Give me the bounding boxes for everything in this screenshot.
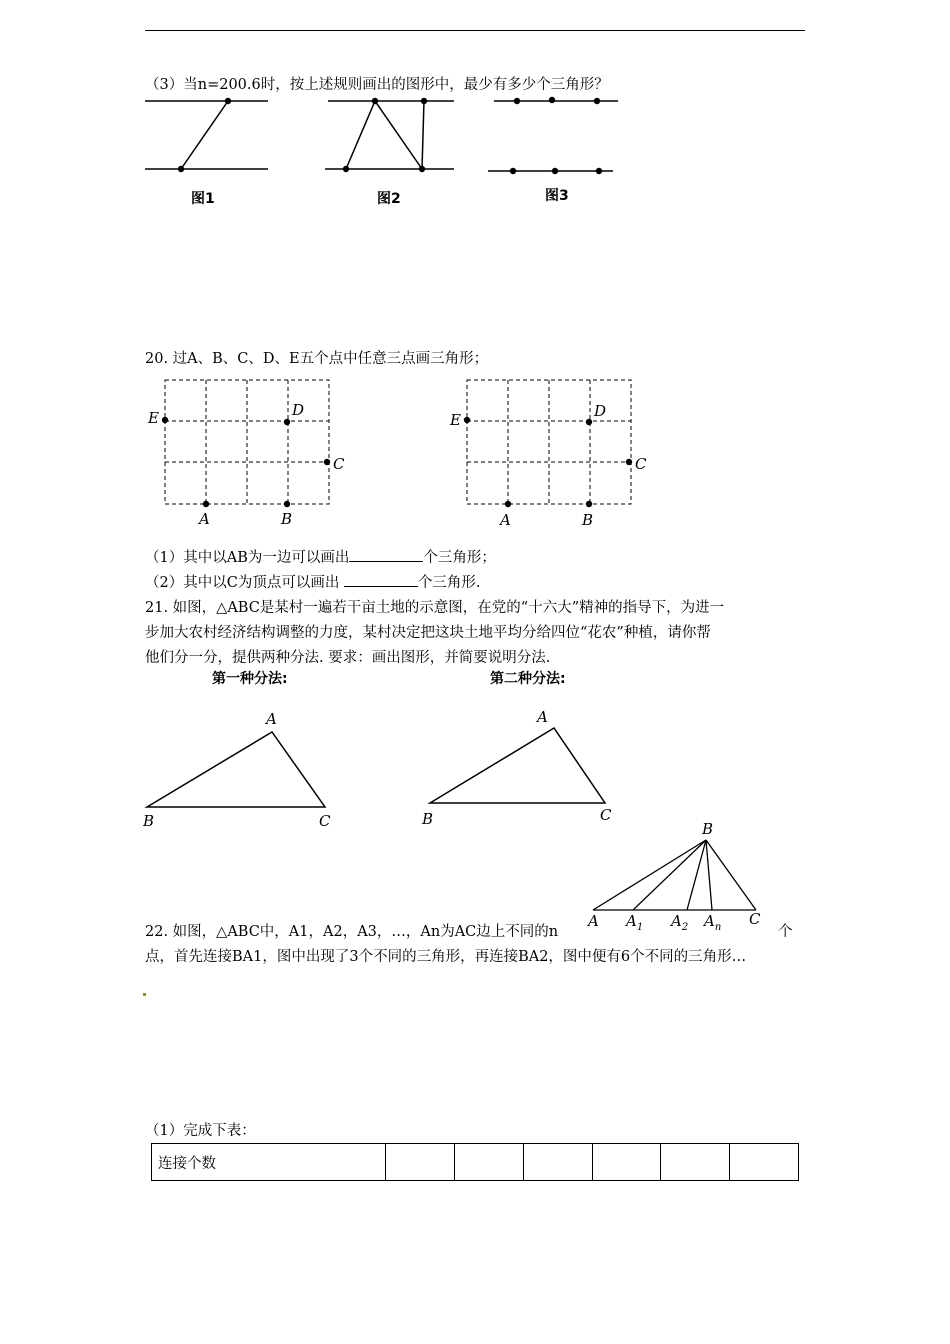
q21-line1: 21. 如图，△ABC是某村一遍若干亩土地的示意图，在党的“十六大”精神的指导下，为进一 bbox=[145, 600, 725, 616]
fig2-dot bbox=[343, 166, 349, 172]
q20-part2-after: 个三角形. bbox=[417, 575, 481, 591]
tri1-label-A: A bbox=[266, 710, 277, 728]
tri1-label-C: C bbox=[319, 812, 331, 830]
q22-label-A2 bbox=[671, 912, 688, 933]
fig2-dot bbox=[372, 98, 378, 104]
table-row bbox=[152, 1144, 799, 1181]
grid-left bbox=[165, 380, 329, 504]
caption-figure-3: 图3 bbox=[545, 188, 569, 204]
q22-line1: 22. 如图，△ABC中，A1，A2，A3，…，An为AC边上不同的n bbox=[145, 924, 559, 940]
answer-blank-1[interactable] bbox=[349, 547, 423, 562]
tri2-label-B: B bbox=[422, 810, 434, 828]
label-C-right: C bbox=[635, 455, 647, 473]
point-D-right bbox=[586, 419, 592, 425]
answer-blank-2[interactable] bbox=[344, 572, 418, 587]
point-C-left bbox=[324, 459, 330, 465]
table-cell[interactable] bbox=[523, 1144, 592, 1181]
label-B-left: B bbox=[281, 510, 293, 528]
q20-part2-before: （2）其中以C为顶点可以画出 bbox=[145, 575, 344, 591]
point-A-right bbox=[505, 501, 511, 507]
table-cell[interactable] bbox=[730, 1144, 799, 1181]
q20-grid-figures bbox=[0, 370, 950, 530]
q20-part1 bbox=[145, 547, 496, 569]
fig2-dot bbox=[421, 98, 427, 104]
q22-label-A2-main: A bbox=[671, 912, 682, 930]
label-C-left: C bbox=[333, 455, 345, 473]
point-B-left bbox=[284, 501, 290, 507]
fig3-dot bbox=[514, 98, 520, 104]
q22-part1: （1）完成下表： bbox=[145, 1123, 256, 1139]
q22-label-A1 bbox=[626, 912, 643, 933]
point-E-left bbox=[162, 417, 168, 423]
fig3-dot bbox=[552, 168, 558, 174]
tri1-label-B: B bbox=[143, 812, 155, 830]
fig3-dot bbox=[510, 168, 516, 174]
q22-triangle-figure bbox=[593, 840, 756, 910]
table-header-cell: 连接个数 bbox=[152, 1144, 386, 1181]
table-cell[interactable] bbox=[592, 1144, 661, 1181]
q22-label-An-sub: n bbox=[714, 922, 722, 933]
point-A-left bbox=[203, 501, 209, 507]
q20-part1-after: 个三角形； bbox=[423, 550, 496, 566]
method-2-heading: 第二种分法: bbox=[490, 671, 566, 687]
table-cell[interactable] bbox=[386, 1144, 455, 1181]
q22-label-An bbox=[704, 912, 721, 933]
label-E-right: E bbox=[450, 411, 461, 429]
figure-3 bbox=[488, 101, 618, 171]
q22-label-An-main: A bbox=[704, 912, 715, 930]
fig1-dot bbox=[178, 166, 184, 172]
q20-stem: 20. 过A、B、C、D、E五个点中任意三点画三角形； bbox=[145, 351, 489, 367]
q20-part1-before: （1）其中以AB为一边可以画出 bbox=[145, 550, 350, 566]
q22-label-A1-sub: 1 bbox=[636, 922, 644, 933]
label-A-left: A bbox=[199, 510, 210, 528]
table-cell[interactable] bbox=[661, 1144, 730, 1181]
tri2-label-A: A bbox=[537, 708, 548, 726]
point-E-right bbox=[464, 417, 470, 423]
point-B-right bbox=[586, 501, 592, 507]
label-B-right: B bbox=[582, 511, 594, 529]
label-D-left: D bbox=[292, 401, 305, 419]
stray-dot bbox=[143, 993, 146, 996]
table-cell[interactable] bbox=[455, 1144, 524, 1181]
q22-line1-end: 个 bbox=[778, 924, 793, 940]
triangle-method-1 bbox=[147, 732, 325, 807]
caption-figure-1: 图1 bbox=[191, 191, 215, 207]
grid-right bbox=[467, 380, 631, 504]
label-A-right: A bbox=[500, 511, 511, 529]
q21-line3: 他们分一分，提供两种分法. 要求：画出图形，并简要说明分法. bbox=[145, 650, 551, 666]
label-E-left: E bbox=[148, 409, 159, 427]
q22-label-A: A bbox=[588, 912, 599, 930]
fig3-dot bbox=[596, 168, 602, 174]
q22-table bbox=[151, 1143, 799, 1181]
q22-label-A1-main: A bbox=[626, 912, 637, 930]
q22-label-B: B bbox=[702, 820, 714, 838]
figure-1 bbox=[145, 101, 268, 169]
q22-line2: 点，首先连接BA1，图中出现了3个不同的三角形，再连接BA2，图中便有6个不同的三角形… bbox=[145, 949, 747, 965]
q21-line2: 步加大农村经济结构调整的力度，某村决定把这块土地平均分给四位“花农”种植，请你帮 bbox=[145, 625, 711, 641]
fig3-dot bbox=[549, 97, 555, 103]
q20-part2 bbox=[145, 572, 481, 594]
fig3-dot bbox=[594, 98, 600, 104]
q22-label-A2-sub: 2 bbox=[681, 922, 689, 933]
triangle-method-2 bbox=[430, 728, 605, 803]
q19-part3-text: （3）当n=200.6时，按上述规则画出的图形中，最少有多少个三角形？ bbox=[145, 77, 609, 93]
method-1-heading: 第一种分法: bbox=[212, 671, 288, 687]
point-C-right bbox=[626, 459, 632, 465]
label-D-right: D bbox=[594, 402, 607, 420]
fig2-dot bbox=[419, 166, 425, 172]
q22-label-C: C bbox=[749, 910, 761, 928]
q19-figures bbox=[0, 0, 950, 220]
point-D-left bbox=[284, 419, 290, 425]
fig1-dot bbox=[225, 98, 231, 104]
figure-2 bbox=[325, 101, 454, 169]
caption-figure-2: 图2 bbox=[377, 191, 401, 207]
tri2-label-C: C bbox=[600, 806, 612, 824]
